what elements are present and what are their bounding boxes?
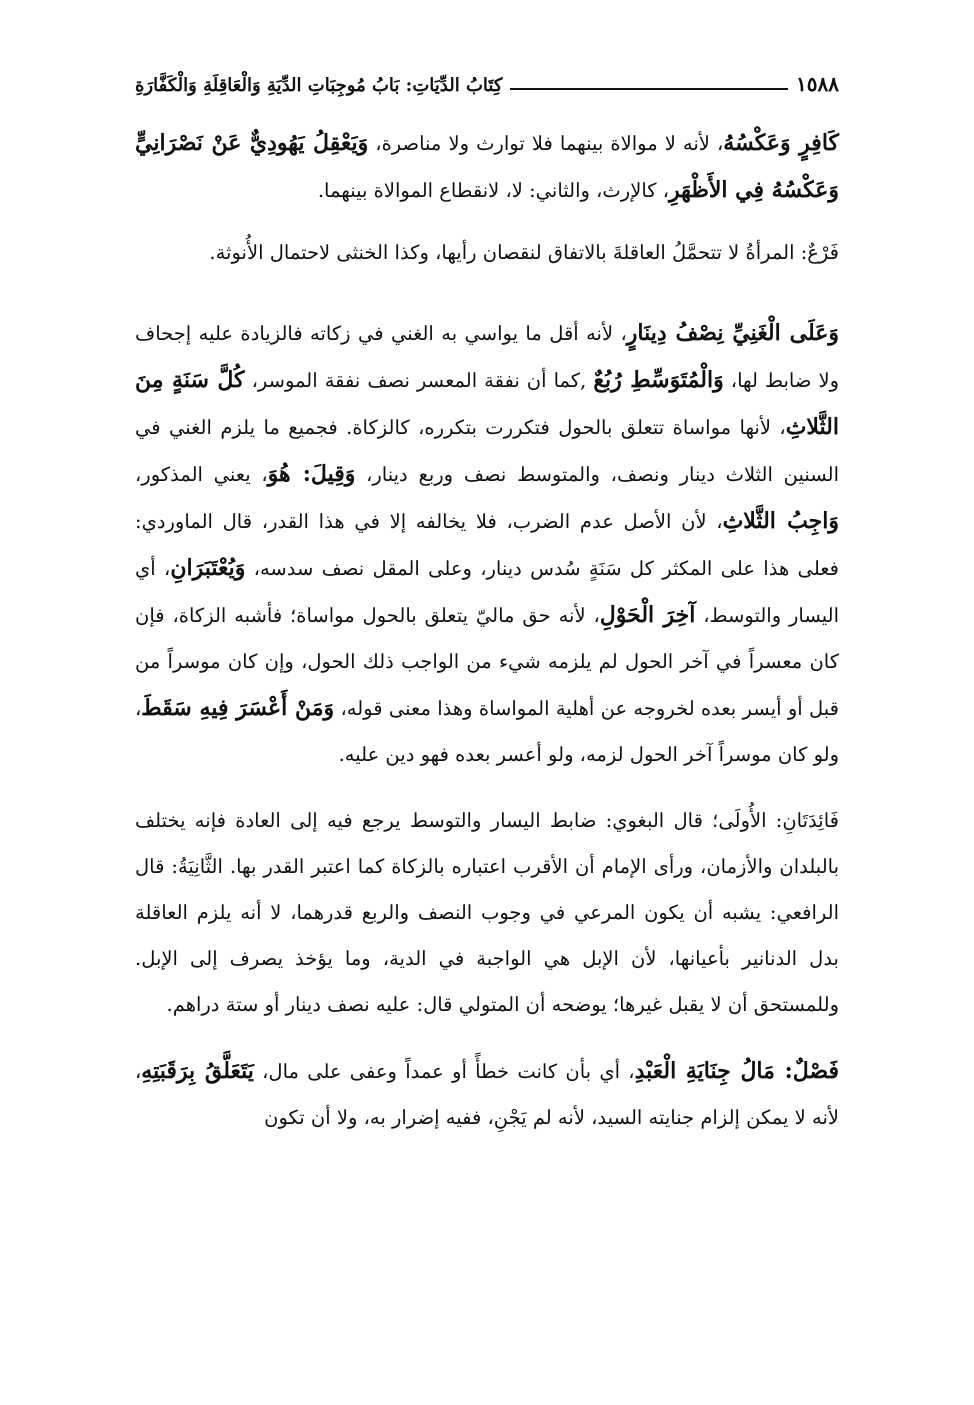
matn-text: وَقِيلَ: هُوَ [267, 461, 356, 487]
matn-text: كُلَّ سَنَةٍ مِنَ الثَّلاثِ [135, 367, 839, 440]
paragraph-5 [135, 1048, 839, 1141]
sharh-text: : المرأةُ لا تتحمَّلُ العاقلةَ بالاتفاق لنقصان رأيها، وكذا الخنثى لاحتمال الأُنوثة. [209, 241, 808, 264]
page-number: ١٥٨٨ [796, 72, 839, 96]
section-label: الثَّانِيَةُ [177, 855, 223, 878]
sharh-text: ، لأنه لا موالاة بينهما فلا توارث ولا مناصرة، [368, 132, 724, 155]
sharh-text: ، ولو كان موسراً آخر الحول لزمه، ولو أعسر بعده فهو دين عليه. [135, 697, 839, 766]
sharh-text: ، أي بأن كانت خطأً أو عمداً وعفى على مال، [253, 1060, 635, 1083]
sharh-text: ، لأنه لا يمكن إلزام جنايته السيد، لأنه لم يَجْنِ، ففيه إضرار به، ولا أن تكون [135, 1060, 839, 1129]
page-header [135, 62, 839, 96]
sharh-text: ، أي اليسار والتوسط، [135, 557, 839, 627]
matn-text: وَيُعْتَبَرَانِ [170, 555, 246, 581]
paragraph-2 [135, 230, 839, 276]
header-rule [510, 88, 788, 90]
sharh-text: ؛ قال البغوي: ضابط اليسار والتوسط يرجع فيه إلى العادة فإنه يختلف بالبلدان والأزمان، ورأى الإمام أن الأقرب اعتباره بالزكاة كما اعتبر القدر بها. [135, 809, 840, 878]
sharh-text: : قال الرافعي: يشبه أن يكون المرعي في وجوب النصف والربع قدرهما، لا أنه يلزم العاقلة بدل الدنانير بأعيانها، لأن الإبل هي الواجبة في الدية، وما يؤخذ يصرف إلى الإبل. وللمستحق أن لا يقبل غيرها؛ يوضحه أن المتولي قال: عليه نصف دينار أو ستة دراهم. [135, 855, 839, 1016]
matn-text: آخِرَ الْحَوْلِ [599, 602, 696, 628]
sharh-text: ، لأنه أقل ما يواسي به الغني في زكاته فالزيادة عليه إجحاف ولا ضابط لها، [135, 322, 840, 392]
matn-text: وَيَعْقِلُ يَهُودِيٌّ عَنْ نَصْرَانِيٍّ وَعَكْسُهُ فِي الأَظْهَرِ [135, 130, 839, 203]
page-body [135, 120, 839, 1141]
matn-text: يَتَعَلَّقُ بِرَقَبَتِهِ [141, 1058, 254, 1084]
paragraph-4 [135, 798, 839, 1028]
sharh-text: ,كما أن نفقة المعسر نصف نفقة الموسر، [244, 369, 594, 392]
section-label: فَائِدَتَانِ: الأُولَى [718, 809, 839, 832]
sharh-text: ، يعني المذكور، [135, 463, 268, 486]
sharh-text: ، كالإرث، والثاني: لا، لانقطاع الموالاة بينهما. [317, 179, 670, 202]
sharh-text: ، لأن الأصل عدم الضرب، فلا يخالفه إلا في هذا القدر، قال الماوردي: فعلى هذا على المكثر كل سَنَةٍ سُدس دينار، وعلى المقل نصف سدسه، [135, 510, 839, 580]
matn-text: وَاجِبُ الثَّلاثِ [722, 508, 840, 534]
paragraph-1 [135, 120, 839, 214]
matn-text: وَمَنْ أَعْسَرَ فِيهِ سَقَطَ [141, 695, 335, 721]
section-label: فَرْعٌ [807, 241, 839, 264]
matn-text: وَعَلَى الْغَنِيِّ نِصْفُ دِينَارٍ [626, 320, 839, 346]
matn-text: كَافِرٍ وَعَكْسُهُ [723, 130, 839, 156]
sharh-text: ، لأنها مواساة تتعلق بالحول فتكررت بتكرره، كالزكاة. فجميع ما يلزم الغني في السنين الثلاث دينار ونصف، والمتوسط نصف وربع دينار، [135, 416, 839, 486]
matn-text: وَالْمُتَوَسِّطِ رُبُعٌ [593, 367, 724, 393]
running-title: كِتَابُ الدِّيَاتِ: بَابُ مُوجِبَاتِ الدِّيَةِ وَالْعَاقِلَةِ وَالْكَفَّارَةِ [135, 75, 503, 96]
matn-text: فَصْلٌ: مَالُ جِنَايَةِ الْعَبْدِ [634, 1058, 840, 1084]
paragraph-3 [135, 310, 839, 778]
sharh-text: ، لأنه حق ماليّ يتعلق بالحول مواساة؛ فأشبه الزكاة، فإن كان معسراً في آخر الحول لم يلزمه شيء من الواجب ذلك الحول، وإن كان موسراً من قبل أو أيسر بعده لخروجه عن أهلية المواساة وهذا معنى قوله، [135, 604, 839, 720]
